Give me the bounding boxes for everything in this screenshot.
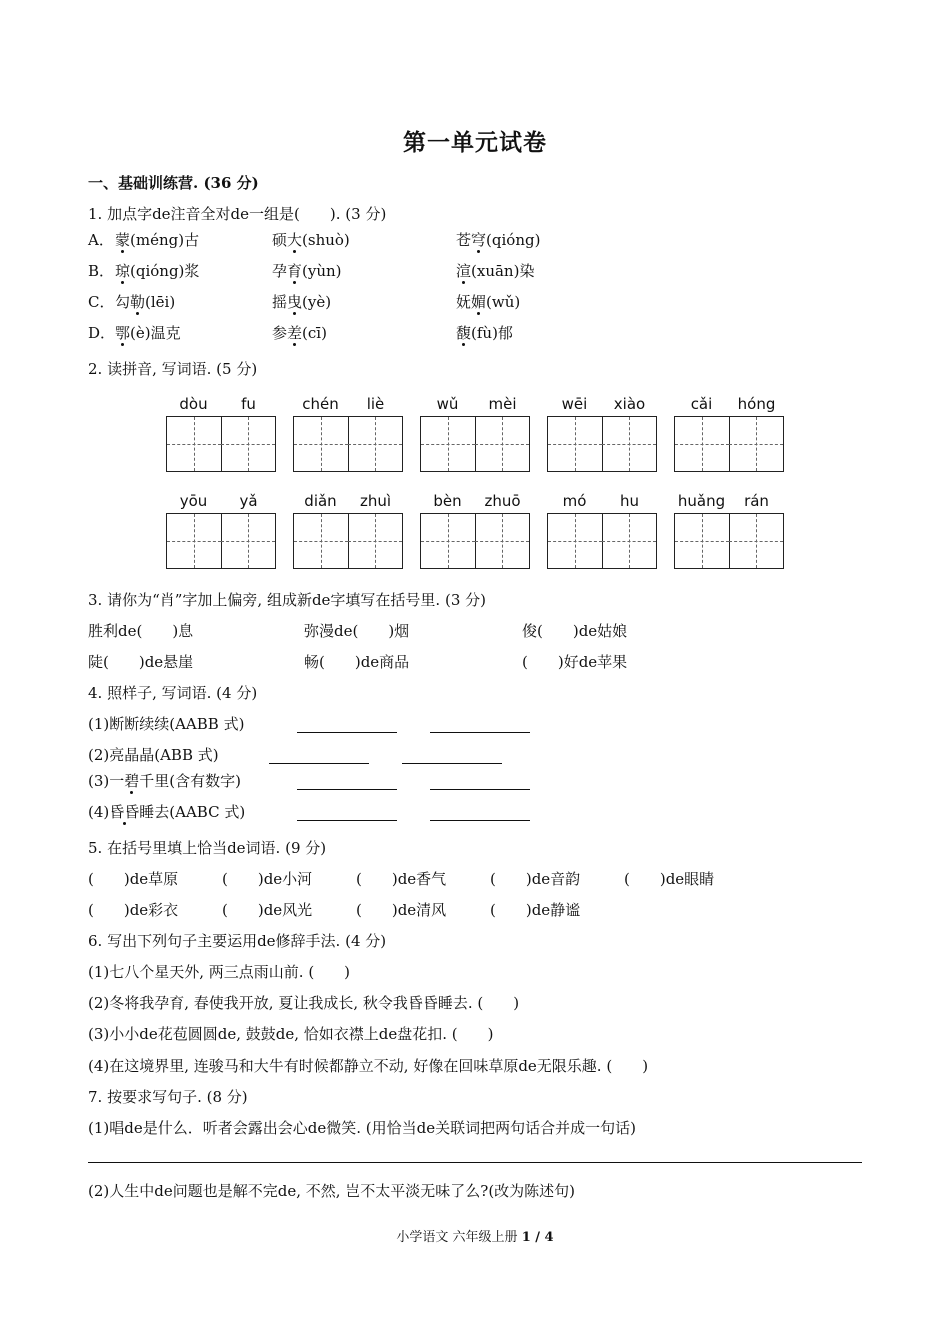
emphasis-dot-char: 馥 — [456, 324, 472, 342]
pinyin-label: xiào — [613, 395, 646, 413]
fill-item[interactable]: 陡( )de悬崖 — [88, 653, 194, 671]
question-7-item-2: (2)人生中de问题也是解不完de, 不然, 岂不太平淡无味了么?(改为陈述句) — [88, 1182, 576, 1200]
answer-blank[interactable] — [430, 732, 530, 733]
text: 苍 — [456, 231, 472, 249]
rhetoric-item: (1)七八个星天外, 两三点雨山前. ( ) — [88, 963, 351, 981]
grid-cell[interactable] — [221, 514, 275, 568]
pinyin-label: mèi — [488, 395, 517, 413]
writing-grid[interactable] — [293, 513, 403, 569]
rhetoric-item: (3)小小de花苞圆圆de, 鼓鼓de, 恰如衣襟上de盘花扣. ( ) — [88, 1025, 494, 1043]
fill-item[interactable]: 畅( )de商品 — [304, 653, 410, 671]
option-word — [272, 322, 327, 343]
option-d — [88, 322, 181, 343]
option-label: B． — [88, 262, 115, 280]
fill-item[interactable]: ( )de眼睛 — [624, 870, 715, 888]
grid-cell[interactable] — [675, 417, 730, 471]
emphasis-dot-char: 琼 — [115, 262, 131, 280]
option-a — [88, 229, 199, 250]
pinyin-label: zhuō — [484, 492, 521, 510]
emphasis-dot-char: 昏昏 — [109, 803, 140, 821]
answer-blank[interactable] — [297, 789, 397, 790]
fill-item[interactable]: ( )de风光 — [222, 901, 313, 919]
emphasis-dot-char: 曳 — [287, 293, 303, 311]
question-7-item-1: (1)唱de是什么．听者会露出会心de微笑. (用恰当de关联词把两句话合并成一句话) — [88, 1119, 636, 1137]
writing-grid[interactable] — [547, 513, 657, 569]
text: (fù)郁 — [471, 324, 513, 342]
text: 勾 — [115, 293, 131, 311]
grid-cell[interactable] — [548, 514, 603, 568]
word-pattern-item — [88, 770, 241, 791]
pinyin-label: chén — [302, 395, 339, 413]
fill-item[interactable]: ( )de香气 — [356, 870, 447, 888]
rhetoric-item: (4)在这境界里, 连骏马和大牛有时候都静立不动, 好像在回味草原de无限乐趣. ( ) — [88, 1057, 649, 1075]
pinyin-label: yōu — [179, 492, 208, 510]
grid-cell[interactable] — [348, 514, 402, 568]
emphasis-dot-char: 大 — [287, 231, 303, 249]
emphasis-dot-char: 鄂 — [115, 324, 131, 342]
pinyin-label: wēi — [561, 395, 588, 413]
page-title: 第一单元试卷 — [403, 129, 547, 156]
text: (shuò) — [302, 231, 350, 249]
pinyin-label: rán — [744, 492, 769, 510]
pinyin-label: cǎi — [690, 395, 713, 413]
word-pattern-item — [88, 801, 245, 822]
grid-cell[interactable] — [475, 514, 529, 568]
fill-item[interactable]: ( )de彩衣 — [88, 901, 179, 919]
option-word — [456, 260, 534, 281]
pinyin-label: huǎng — [677, 492, 726, 510]
answer-blank[interactable] — [430, 820, 530, 821]
emphasis-dot-char: 蒙 — [115, 231, 131, 249]
text: (1)断断续续(AABB 式) — [88, 715, 245, 733]
text: 孕 — [272, 262, 288, 280]
rhetoric-item: (2)冬将我孕育, 春使我开放, 夏让我成长, 秋令我昏昏睡去. ( ) — [88, 994, 520, 1012]
writing-grid[interactable] — [420, 416, 530, 472]
writing-grid[interactable] — [674, 416, 784, 472]
writing-grid[interactable] — [420, 513, 530, 569]
text: 千里(含有数字) — [139, 772, 241, 790]
grid-cell[interactable] — [294, 514, 349, 568]
option-word — [456, 291, 520, 312]
grid-cell[interactable] — [675, 514, 730, 568]
fill-item[interactable]: ( )de清风 — [356, 901, 447, 919]
fill-item[interactable]: ( )好de苹果 — [522, 653, 628, 671]
text: (méng)古 — [130, 231, 200, 249]
option-word — [272, 260, 342, 281]
text: (yùn) — [302, 262, 342, 280]
fill-item[interactable]: 弥漫de( )烟 — [304, 622, 410, 640]
text: (yè) — [302, 293, 332, 311]
text: 妩 — [456, 293, 472, 311]
text: (wǔ) — [486, 293, 521, 311]
word-pattern-item — [88, 744, 219, 765]
text: 睡去(AABC 式) — [139, 803, 246, 821]
text: 摇 — [272, 293, 288, 311]
option-word — [456, 229, 540, 250]
emphasis-dot-char: 媚 — [471, 293, 487, 311]
answer-blank[interactable] — [430, 789, 530, 790]
writing-grid[interactable] — [166, 416, 276, 472]
word-pattern-item — [88, 713, 244, 734]
text: (qióng)浆 — [130, 262, 200, 280]
answer-blank[interactable] — [402, 763, 502, 764]
writing-grid[interactable] — [674, 513, 784, 569]
question-4-stem: 4. 照样子, 写词语. (4 分) — [88, 684, 258, 702]
question-2-stem: 2. 读拼音, 写词语. (5 分) — [88, 360, 258, 378]
fill-item[interactable]: ( )de草原 — [88, 870, 179, 888]
pinyin-label: mó — [562, 492, 587, 510]
question-6-stem: 6. 写出下列句子主要运用de修辞手法. (4 分) — [88, 932, 387, 950]
writing-grid[interactable] — [293, 416, 403, 472]
pinyin-label: yǎ — [239, 492, 258, 510]
grid-cell[interactable] — [167, 417, 222, 471]
text: (qióng) — [486, 231, 541, 249]
footer-subject: 小学语文 六年级上册 — [396, 1230, 522, 1245]
answer-blank[interactable] — [297, 732, 397, 733]
section-heading: 一、基础训练营. (36 分) — [88, 174, 259, 192]
text: (cī) — [302, 324, 327, 342]
pinyin-label: liè — [366, 395, 385, 413]
emphasis-dot-char: 差 — [287, 324, 303, 342]
emphasis-dot-char: 碧 — [124, 772, 140, 790]
option-b — [88, 260, 199, 281]
option-word — [456, 322, 513, 343]
text: 参 — [272, 324, 288, 342]
pinyin-label: diǎn — [304, 492, 337, 510]
option-word — [272, 229, 350, 250]
answer-blank[interactable] — [297, 820, 397, 821]
emphasis-dot-char: 育 — [287, 262, 303, 280]
pinyin-label: wǔ — [436, 395, 459, 413]
fill-item[interactable]: ( )de静谧 — [490, 901, 581, 919]
question-7-stem: 7. 按要求写句子. (8 分) — [88, 1088, 248, 1106]
option-label: D． — [88, 324, 116, 342]
grid-cell[interactable] — [421, 417, 476, 471]
grid-cell[interactable] — [602, 417, 656, 471]
pinyin-label: zhuì — [359, 492, 392, 510]
text: (xuān)染 — [471, 262, 535, 280]
grid-cell[interactable] — [729, 417, 783, 471]
text: (3)一 — [88, 772, 125, 790]
grid-cell[interactable] — [348, 417, 402, 471]
text: (è)温克 — [130, 324, 181, 342]
pinyin-label: dòu — [179, 395, 208, 413]
grid-cell[interactable] — [221, 417, 275, 471]
grid-cell[interactable] — [294, 417, 349, 471]
pinyin-label: bèn — [433, 492, 462, 510]
pinyin-label: hu — [619, 492, 639, 510]
pinyin-label: hóng — [737, 395, 776, 413]
text: (2)亮晶晶(ABB 式) — [88, 746, 219, 764]
question-3-stem: 3. 请你为“肖”字加上偏旁, 组成新de字填写在括号里. (3 分) — [88, 591, 486, 609]
answer-line[interactable] — [88, 1162, 862, 1163]
answer-blank[interactable] — [269, 763, 369, 764]
fill-item[interactable]: 胜利de( )息 — [88, 622, 194, 640]
emphasis-dot-char: 勒 — [130, 293, 146, 311]
writing-grid[interactable] — [547, 416, 657, 472]
page-number: 1 / 4 — [521, 1230, 554, 1245]
grid-cell[interactable] — [729, 514, 783, 568]
writing-grid[interactable] — [166, 513, 276, 569]
grid-cell[interactable] — [167, 514, 222, 568]
option-label: C． — [88, 293, 115, 311]
emphasis-dot-char: 渲 — [456, 262, 472, 280]
grid-cell[interactable] — [475, 417, 529, 471]
pinyin-label: fu — [241, 395, 256, 413]
text: 硕 — [272, 231, 288, 249]
emphasis-dot-char: 穹 — [471, 231, 487, 249]
question-1-stem: 1. 加点字de注音全对de一组是( ). (3 分) — [88, 205, 387, 223]
option-c — [88, 291, 175, 312]
option-label: A． — [88, 231, 114, 249]
option-word — [272, 291, 331, 312]
fill-item[interactable]: ( )de小河 — [222, 870, 313, 888]
grid-cell[interactable] — [421, 514, 476, 568]
page-footer — [0, 1226, 950, 1245]
fill-item[interactable]: ( )de音韵 — [490, 870, 581, 888]
grid-cell[interactable] — [548, 417, 603, 471]
text: (4) — [88, 803, 110, 821]
question-5-stem: 5. 在括号里填上恰当de词语. (9 分) — [88, 839, 327, 857]
text: (lēi) — [145, 293, 176, 311]
fill-item[interactable]: 俊( )de姑娘 — [522, 622, 628, 640]
grid-cell[interactable] — [602, 514, 656, 568]
